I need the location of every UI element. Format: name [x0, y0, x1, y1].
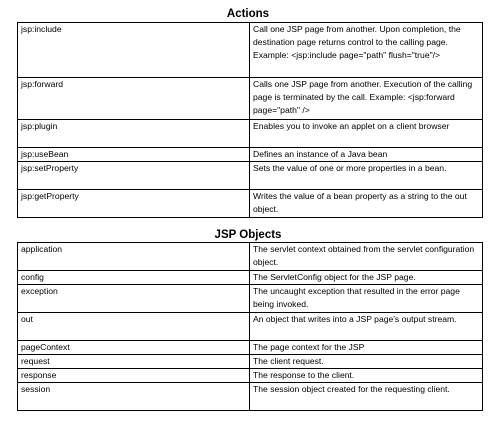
table-row — [18, 120, 483, 148]
table-row — [18, 23, 483, 78]
table-row — [18, 313, 483, 341]
table-row — [18, 148, 483, 162]
action-name: jsp:useBean — [18, 148, 250, 162]
object-description: An object that writes into a JSP page's output stream. — [250, 313, 483, 341]
table-row — [18, 190, 483, 218]
jsp-objects-table — [17, 242, 483, 411]
action-name: jsp:plugin — [18, 120, 250, 148]
object-name: pageContext — [18, 341, 250, 355]
action-description: Sets the value of one or more properties in a bean. — [250, 162, 483, 190]
actions-table — [17, 22, 483, 218]
action-description: Writes the value of a bean property as a string to the out object. — [250, 190, 483, 218]
object-description: The uncaught exception that resulted in the error page being invoked. — [250, 285, 483, 313]
object-description: The response to the client. — [250, 369, 483, 383]
object-name: response — [18, 369, 250, 383]
action-name: jsp:getProperty — [18, 190, 250, 218]
table-row — [18, 355, 483, 369]
action-name: jsp:forward — [18, 78, 250, 120]
action-description: Enables you to invoke an applet on a client browser — [250, 120, 483, 148]
table-row — [18, 369, 483, 383]
object-description: The client request. — [250, 355, 483, 369]
table-row — [18, 341, 483, 355]
object-name: application — [18, 243, 250, 271]
object-description: The session object created for the requesting client. — [250, 383, 483, 411]
object-name: out — [18, 313, 250, 341]
object-description: The page context for the JSP — [250, 341, 483, 355]
actions-title: Actions — [226, 8, 270, 20]
action-description: Calls one JSP page from another. Execution of the calling page is terminated by the call. Example: <jsp:forward page="path" /> — [250, 78, 483, 120]
object-name: config — [18, 271, 250, 285]
table-row — [18, 78, 483, 120]
action-description: Defines an instance of a Java bean — [250, 148, 483, 162]
object-name: request — [18, 355, 250, 369]
action-description: Call one JSP page from another. Upon completion, the destination page returns control to the calling page. Example: <jsp:include page="path" flush="true"/> — [250, 23, 483, 78]
object-description: The ServletConfig object for the JSP page. — [250, 271, 483, 285]
object-name: session — [18, 383, 250, 411]
table-row — [18, 243, 483, 271]
table-row — [18, 285, 483, 313]
table-row — [18, 162, 483, 190]
object-name: exception — [18, 285, 250, 313]
object-description: The servlet context obtained from the servlet configuration object. — [250, 243, 483, 271]
jsp-objects-title: JSP Objects — [214, 229, 282, 241]
action-name: jsp:include — [18, 23, 250, 78]
table-row — [18, 271, 483, 285]
table-row — [18, 383, 483, 411]
action-name: jsp:setProperty — [18, 162, 250, 190]
